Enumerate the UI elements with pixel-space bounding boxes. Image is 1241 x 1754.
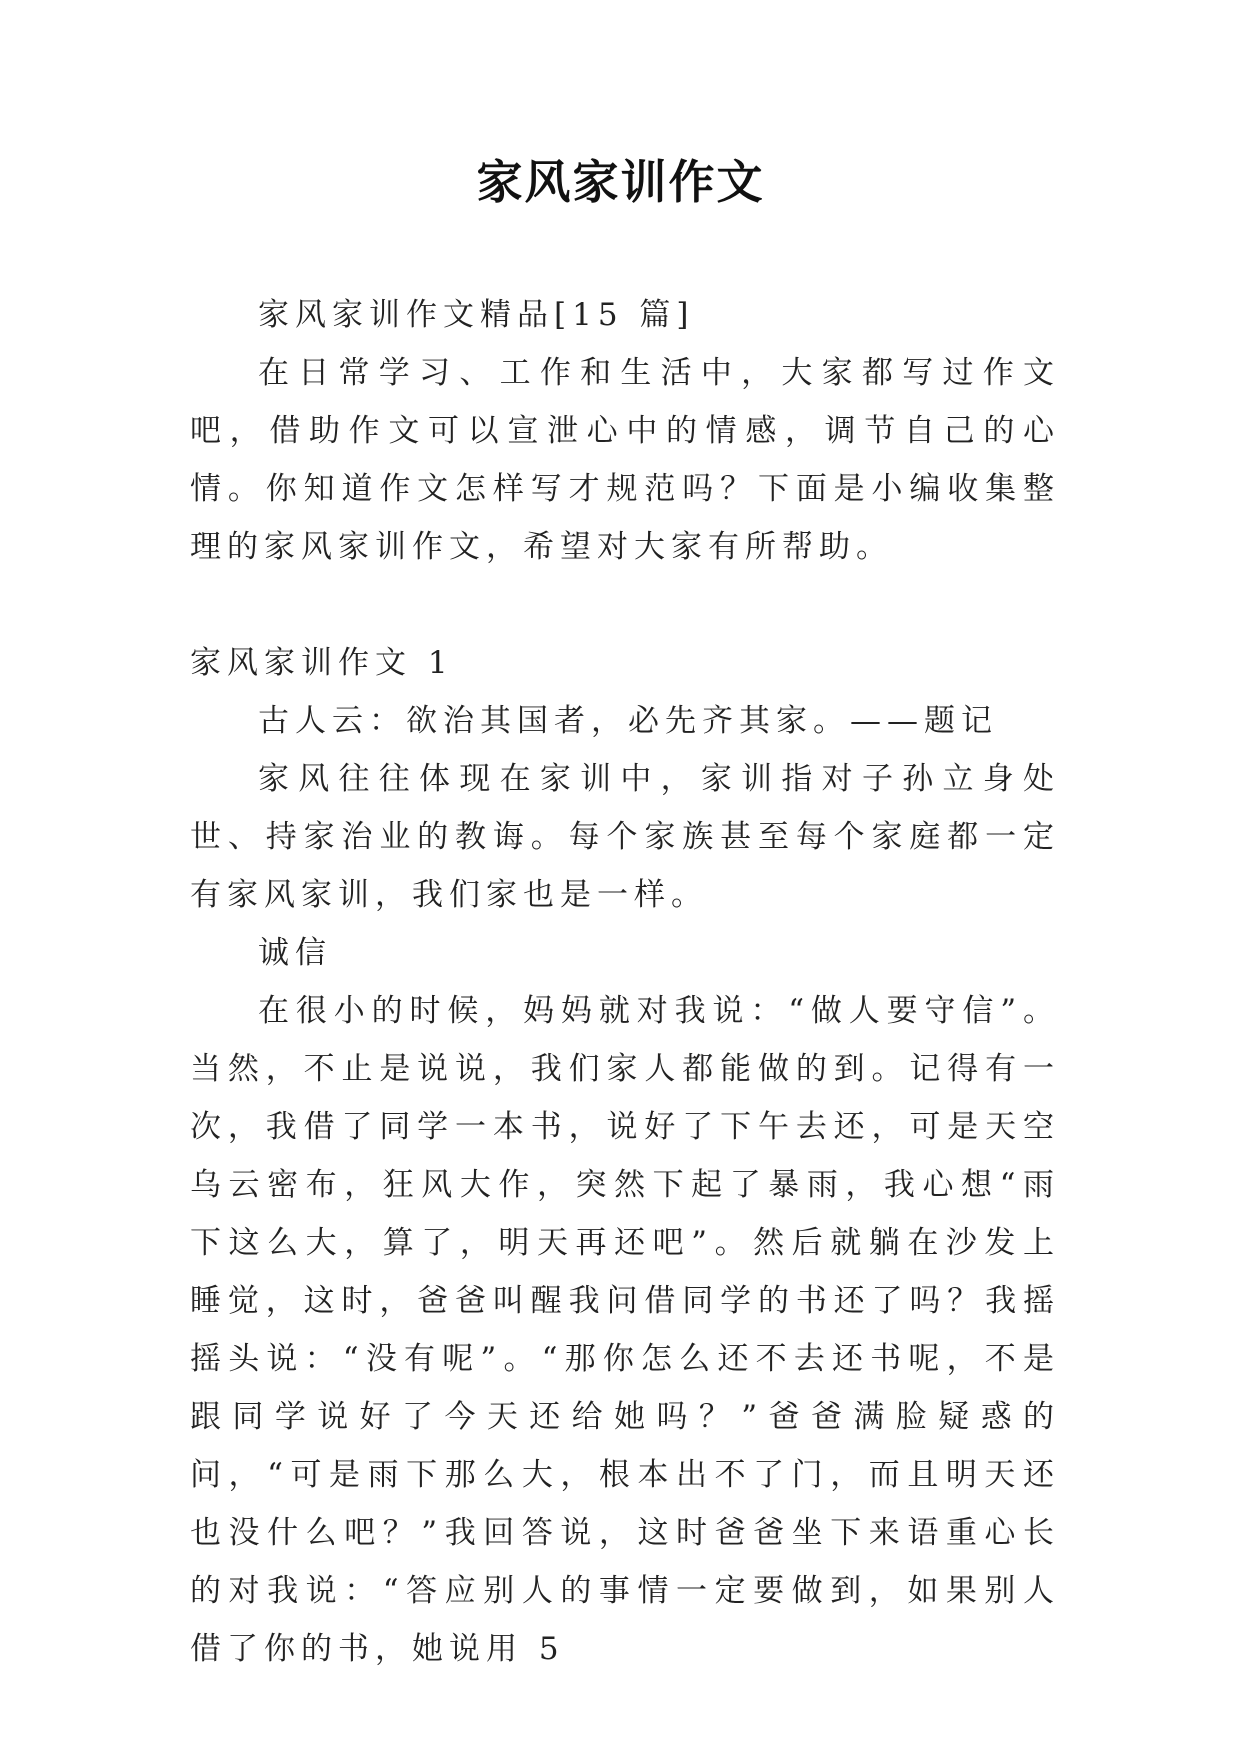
- section-heading: 家风家训作文 1: [190, 645, 454, 681]
- document-body: [190, 286, 1060, 1678]
- paragraph-epigraph: 古人云：欲治其国者，必先齐其家。——题记: [258, 703, 998, 739]
- paragraph-intro: 在日常学习、工作和生活中，大家都写过作文吧，借助作文可以宣泄心中的情感，调节自己的心情。你知道作文怎样写才规范吗？下面是小编收集整理的家风家训作文，希望对大家有所帮助。: [190, 355, 1060, 565]
- paragraph-spacer: [190, 576, 1060, 634]
- subheading-honesty: 诚信: [258, 935, 332, 971]
- paragraph-body: 家风往往体现在家训中，家训指对子孙立身处世、持家治业的教诲。每个家族甚至每个家庭都一定有家风家训，我们家也是一样。: [190, 761, 1060, 913]
- paragraph-subtitle: 家风家训作文精品[15 篇]: [258, 297, 695, 333]
- document-title: 家风家训作文: [476, 155, 765, 209]
- paragraph-body: 在很小的时候，妈妈就对我说：“做人要守信”。当然，不止是说说，我们家人都能做的到。记得有一次，我借了同学一本书，说好了下午去还，可是天空乌云密布，狂风大作，突然下起了暴雨，我心想“雨下这么大，算了，明天再还吧”。然后就躺在沙发上睡觉，这时，爸爸叫醒我问借同学的书还了吗？我摇摇头说：“没有呢”。“那你怎么还不去还书呢，不是跟同学说好了今天还给她吗？”爸爸满脸疑惑的问，“可是雨下那么大，根本出不了门，而且明天还也没什么吧？”我回答说，这时爸爸坐下来语重心长的对我说：“答应别人的事情一定要做到，如果别人借了你的书，她说用 5: [190, 993, 1060, 1667]
